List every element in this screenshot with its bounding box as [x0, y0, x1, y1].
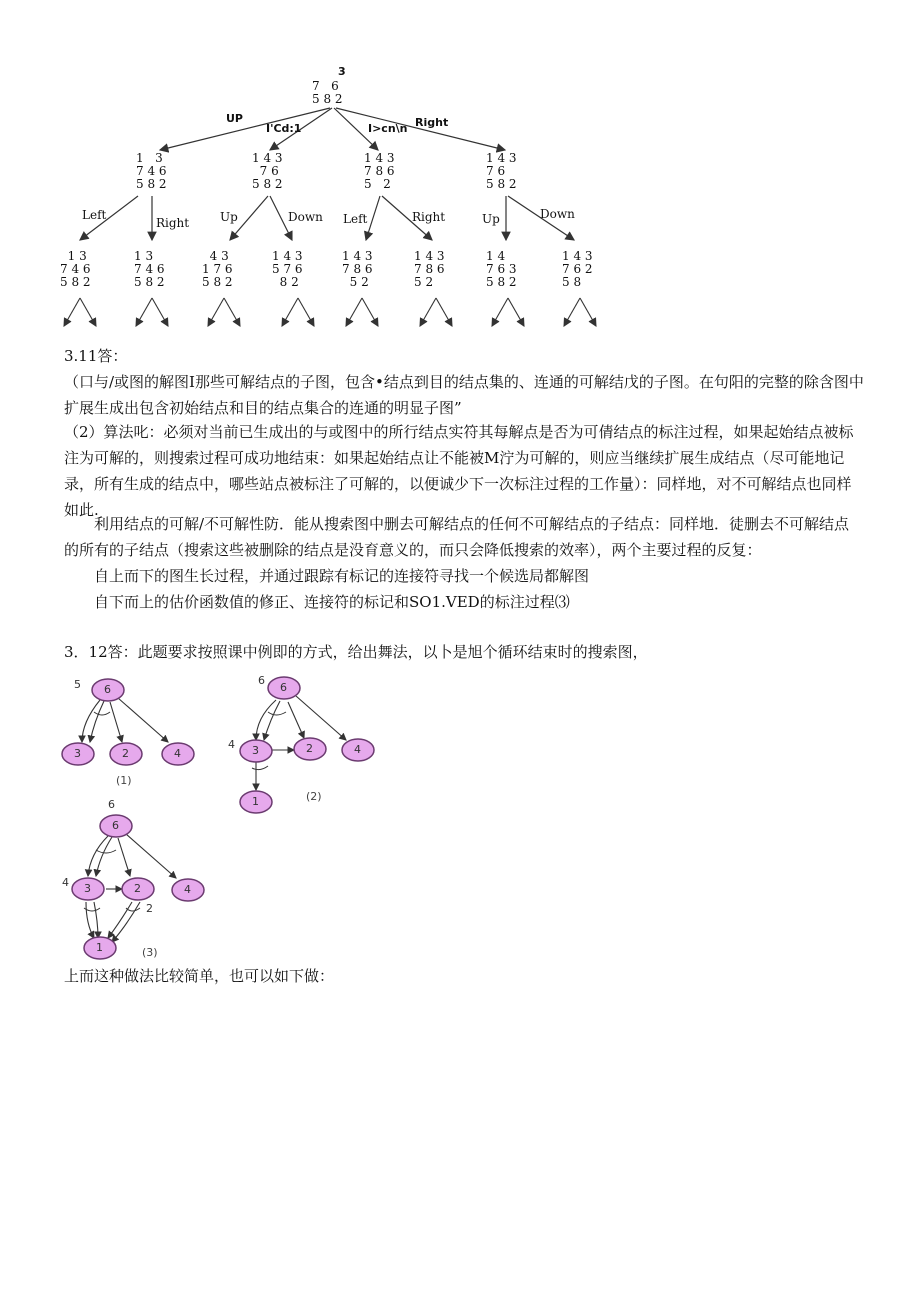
edge-label-down: I>cn\n: [368, 122, 408, 135]
tile-row: 5 8 2: [252, 177, 283, 191]
tile-row: 7 6 2: [562, 262, 593, 276]
tile-row: 5 8 2: [486, 275, 517, 289]
tile-row: 1 3: [134, 249, 161, 263]
tile-row: 1 4 3: [342, 249, 373, 263]
section-3-12-heading: 3．12答：此题要求按照课中例即的方式，给出舞法，以卜是旭个循环结束时的搜索图，: [64, 643, 648, 661]
tile-row: 7 8 6: [364, 164, 395, 178]
tile-row: 5 2: [414, 275, 441, 289]
tile-row: 7 6: [252, 164, 279, 178]
side-value: 2: [146, 902, 153, 915]
edge-label: Up: [220, 210, 238, 224]
tile-row: 1 4 3: [562, 249, 593, 263]
node-label: 3: [74, 747, 81, 760]
graph-edge: [96, 837, 112, 876]
tile-row: 1 4 3: [486, 151, 517, 165]
tile-row: 1 4 3: [414, 249, 445, 263]
graph-edge: [118, 838, 130, 876]
edge-label: Left: [82, 208, 107, 222]
tile-row: 5 8 2: [134, 275, 165, 289]
root-value: 6: [108, 798, 115, 811]
tile-row: 4 3: [202, 249, 229, 263]
edge-label-right: Right: [415, 116, 449, 129]
graph-caption: (2): [306, 790, 322, 803]
tile-row: 8 2: [272, 275, 299, 289]
root-top-digit: 3: [338, 65, 346, 78]
node-label: 6: [280, 681, 287, 694]
tile-row: 5 8 2: [60, 275, 91, 289]
tile-row: 5 8 2: [136, 177, 167, 191]
node-label: 1: [96, 941, 103, 954]
section-3-11-paragraph-2: （2）算法叱：必须对当前已生成出的与或图中的所行结点实符其每解点是否为可倩结点的标注过程，如果起始结点被标注为可解的，则搜索过程可成功地结束：如果起始结点让不能被M泞为可解的，则应当继续扩展生成结点（尽可能地记录，所有生成的结点中，哪些站点被标注了可解的，以便诚少下一次标注过程的工作量）：同样地，对不可解结点也同样如此.: [64, 423, 854, 519]
graph-edge: [90, 701, 104, 742]
section-3-11-paragraph-5: 自下而上的估价函数值的修正、连接符的标记和SO1.VED的标注过程⑶: [94, 593, 570, 611]
node-label: 3: [252, 744, 259, 757]
node-label: 6: [112, 819, 119, 832]
graph-edge: [86, 902, 94, 938]
graph-edge: [288, 702, 304, 738]
edge-label: Left: [343, 212, 368, 226]
side-value: 4: [228, 738, 235, 751]
section-3-11-heading: 3.11答：: [64, 347, 128, 365]
graph-caption: (1): [116, 774, 132, 787]
tile-row: 1 7 6: [202, 262, 233, 276]
graph-edge: [296, 696, 346, 740]
graph-edge: [110, 702, 122, 742]
edge-label: Up: [482, 212, 500, 226]
eight-puzzle-tree: [0, 0, 920, 340]
edge-label: Right: [156, 216, 190, 230]
node-label: 4: [184, 883, 191, 896]
tile-row: 7 6: [486, 164, 513, 178]
edge-label: Right: [412, 210, 446, 224]
graph-edge: [118, 698, 168, 742]
root-row: 7 6: [312, 79, 339, 93]
tile-row: 1 3: [60, 249, 87, 263]
tile-row: 1 4: [486, 249, 513, 263]
edge-label-left: I'Cd:1: [266, 122, 302, 135]
node-label: 3: [84, 882, 91, 895]
section-3-11-paragraph-1: （口与/或图的解图I那些可解结点的子图，包含•结点到目的结点集的、连通的可解结戊的子图。在句阳的完整的除含图中扩展生成出包含初始结点和目的结点集合的连通的明显子图”: [64, 373, 864, 417]
node-label: 4: [354, 743, 361, 756]
root-value: 6: [258, 674, 265, 687]
tile-row: 7 4 6: [134, 262, 165, 276]
tile-row: 5 7 6: [272, 262, 303, 276]
edge-label: Down: [540, 207, 575, 221]
search-graph-2: [226, 672, 386, 820]
tile-row: 5 8 2: [486, 177, 517, 191]
tile-row: 5 2: [364, 177, 391, 191]
edge-label: Down: [288, 210, 323, 224]
search-graph-3: [60, 796, 220, 966]
tile-row: 5 8 2: [202, 275, 233, 289]
tree-edge: [366, 196, 380, 240]
graph-edge: [264, 701, 280, 740]
tile-row: 5 2: [342, 275, 369, 289]
root-row: 5 8 2: [312, 92, 343, 106]
graph-edge: [88, 836, 108, 876]
tile-row: 5 8: [562, 275, 589, 289]
side-value: 4: [62, 876, 69, 889]
graph-edge: [94, 902, 98, 938]
node-label: 4: [174, 747, 181, 760]
node-label: 1: [252, 795, 259, 808]
tile-row: 7 8 6: [414, 262, 445, 276]
node-label: 6: [104, 683, 111, 696]
graph-caption: (3): [142, 946, 158, 959]
closing-line: 上而这种做法比较简单，也可以如下做：: [64, 967, 335, 985]
graph-edge: [126, 834, 176, 878]
tile-row: 7 4 6: [136, 164, 167, 178]
edge-label-up: UP: [226, 112, 243, 125]
tile-row: 1 4 3: [252, 151, 283, 165]
search-graph-1: [60, 672, 210, 788]
node-label: 2: [306, 742, 313, 755]
tile-row: 1 4 3: [272, 249, 303, 263]
tile-row: 1 4 3: [364, 151, 395, 165]
tile-row: 7 4 6: [60, 262, 91, 276]
node-label: 2: [134, 882, 141, 895]
node-label: 2: [122, 747, 129, 760]
section-3-11-paragraph-3: 利用结点的可解/不可解性防．能从搜索图中删去可解结点的任何不可解结点的子结点：同样地．徒删去不可解结点的所有的子结点（搜索这些被删除的结点是没育意义的，而只会降低搜索的效率），两个主要过程的反复：: [64, 515, 850, 559]
tile-row: 7 6 3: [486, 262, 517, 276]
tree-edge: [160, 108, 330, 150]
root-value: 5: [74, 678, 81, 691]
tree-edge: [336, 108, 505, 150]
section-3-11-paragraph-4: 自上而下的图生长过程，并通过跟踪有标记的连接符寻找一个候选局都解图: [94, 567, 590, 585]
tile-row: 1 3: [136, 151, 163, 165]
tile-row: 7 8 6: [342, 262, 373, 276]
